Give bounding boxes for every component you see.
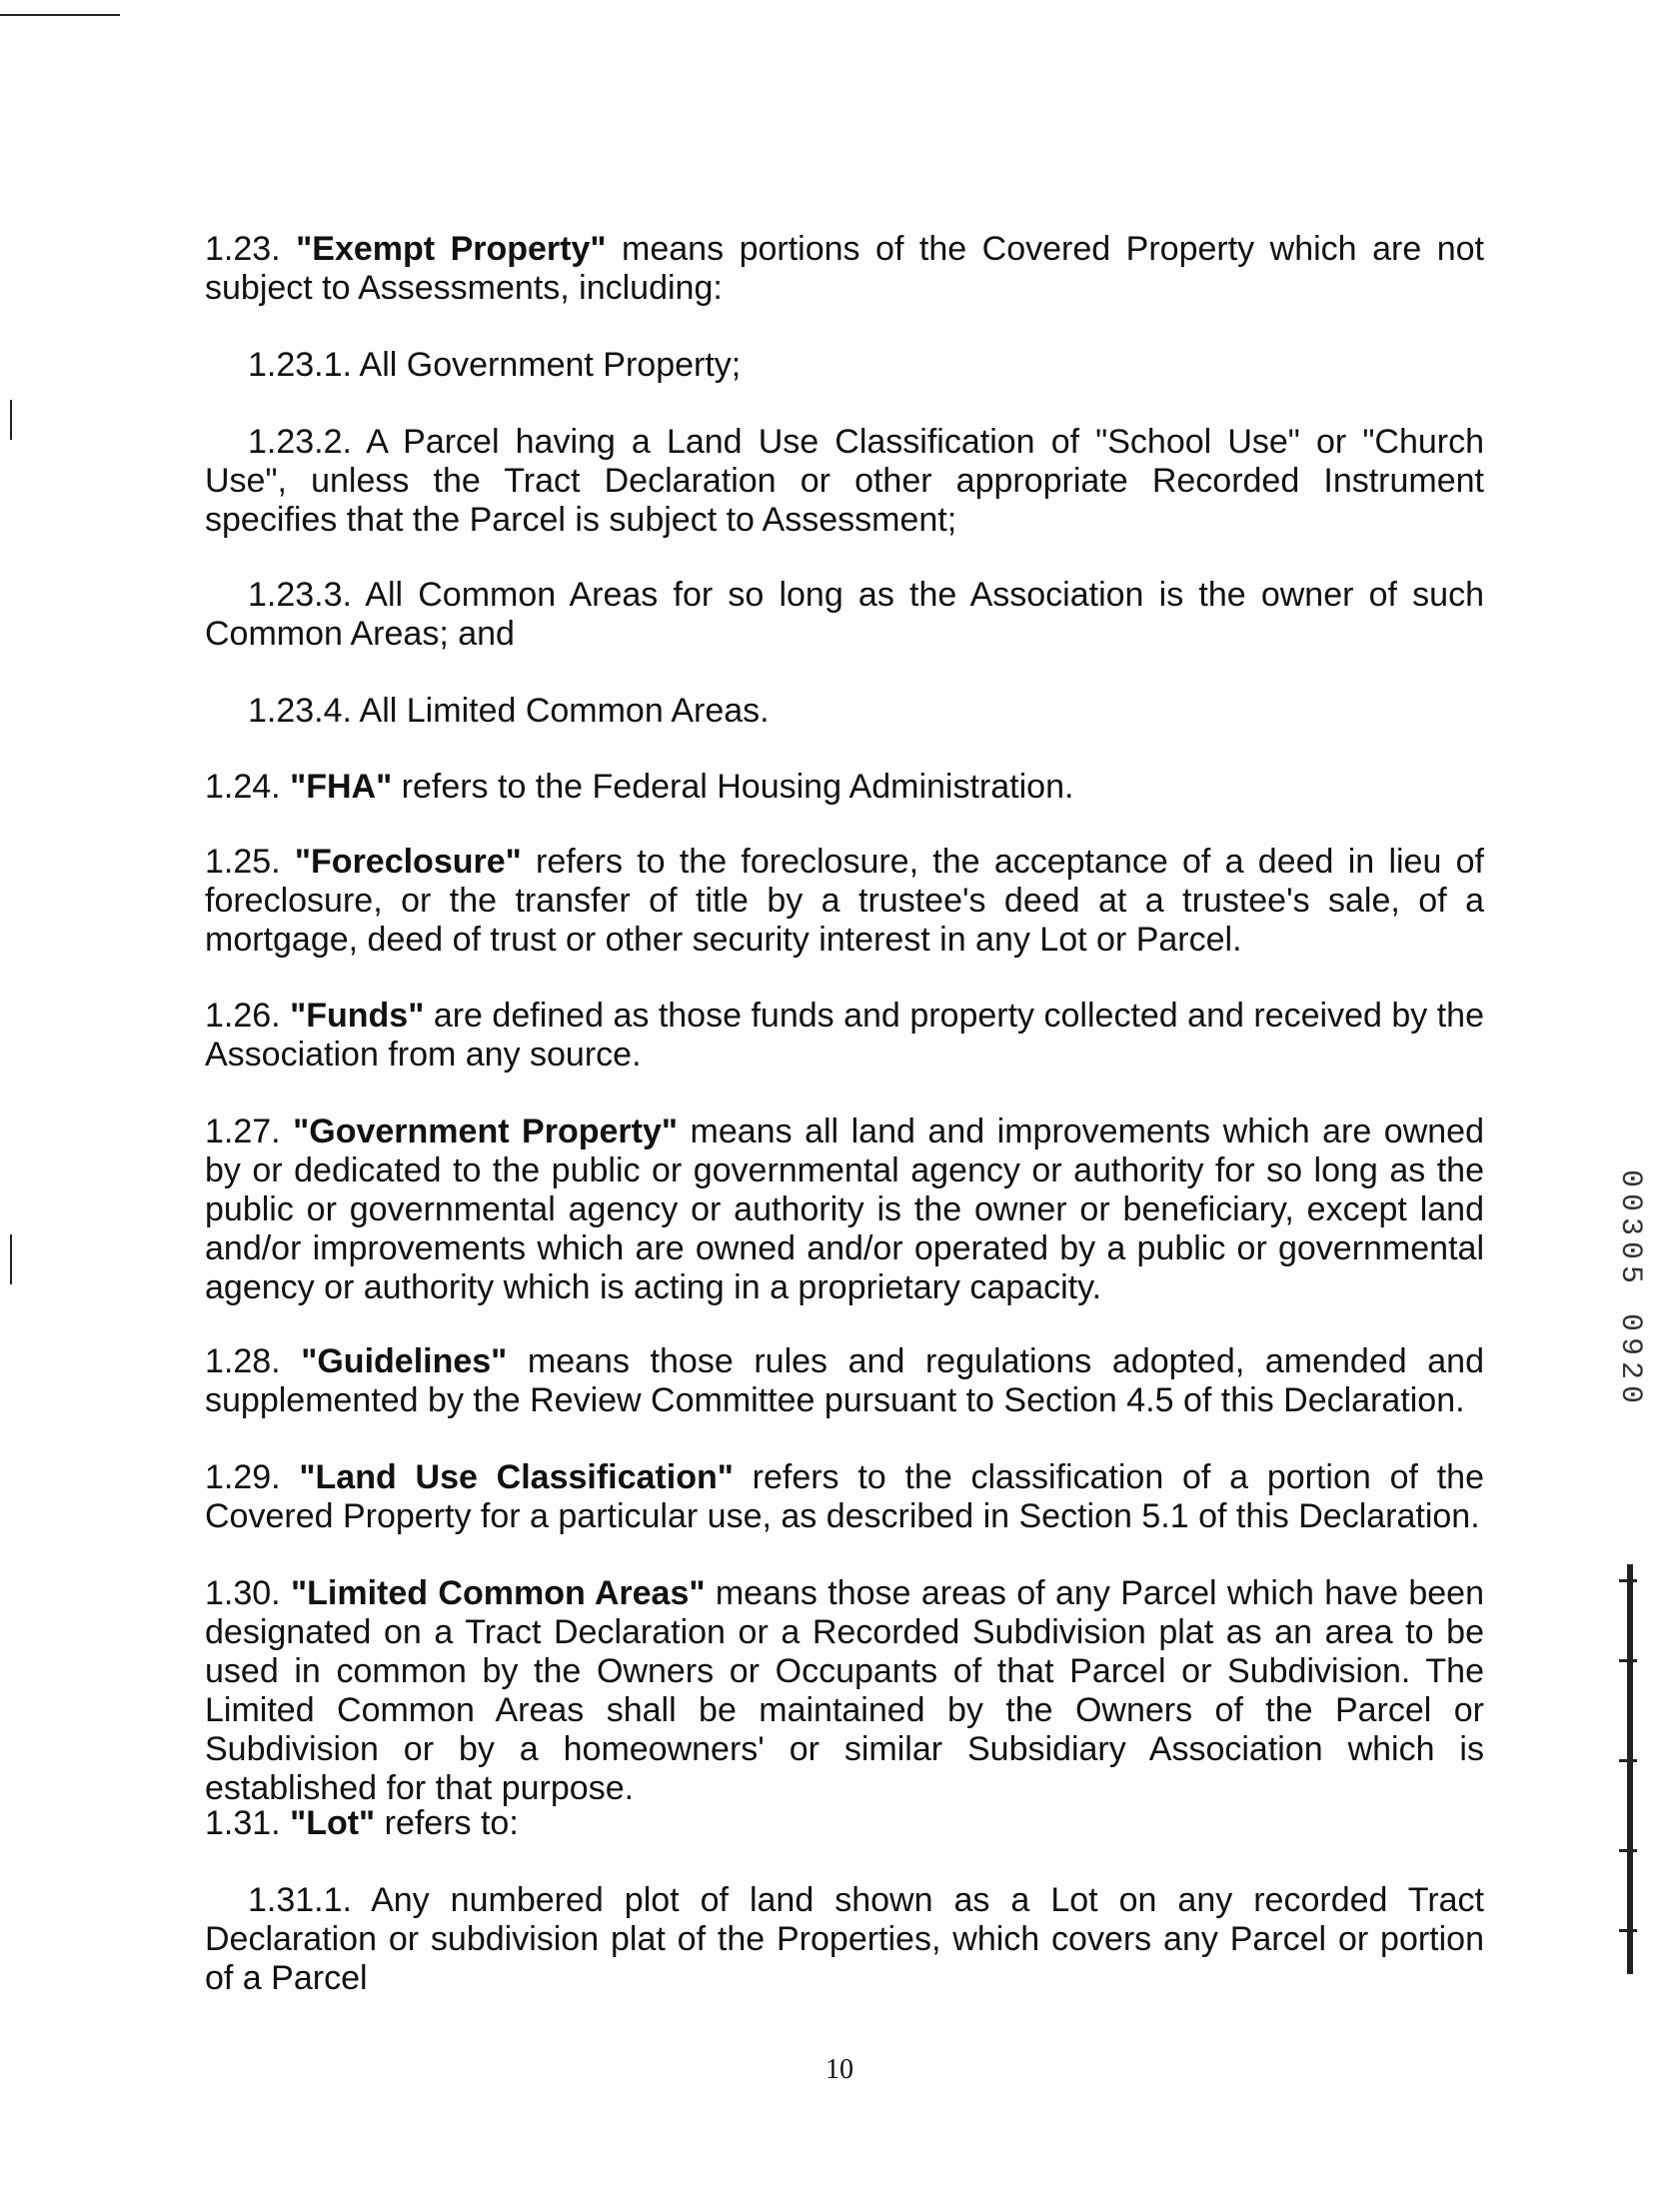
recording-stamp — [1613, 1169, 1647, 1499]
section-number: 1.23. — [205, 230, 281, 268]
barcode-tick — [1619, 1759, 1637, 1762]
defined-term: "Exempt Property" — [296, 230, 607, 268]
barcode-mark — [1627, 1564, 1633, 1974]
defined-term: "Funds" — [290, 997, 425, 1035]
definition-1-23 — [205, 230, 1484, 308]
definition-text: means all land and improvements which are owned by or dedicated to the public or governmental agency or authority for so long as the public or governmental agency or authority is the owner or beneficiary, except land and/or improvements which are owned and/or operated by a public or governmental agency or authority which is acting in a proprietary capacity. — [205, 1112, 1484, 1306]
definition-text: refers to the foreclosure, the acceptance of a deed in lieu of foreclosure, or the transfer of title by a trustee's deed at a trustee's sale, of a mortgage, deed of trust or other security interest in any Lot or Parcel. — [205, 843, 1484, 959]
section-number: 1.25. — [205, 843, 281, 881]
definition-1-25 — [205, 843, 1484, 960]
definition-text: means those rules and regulations adopted, amended and supplemented by the Review Committee pursuant to Section 4.5 of this Declaration. — [205, 1342, 1484, 1419]
definition-text: are defined as those funds and property collected and received by the Association from any source. — [205, 997, 1485, 1074]
subsection-1-31-1: 1.31.1. Any numbered plot of land shown as a Lot on any recorded Tract Declaration or subdivision plat of the Properties, which covers any Parcel or portion of a Parcel — [205, 1881, 1484, 1997]
definition-text: means portions of the Covered Property which are not subject to Assessments, including: — [205, 230, 1485, 307]
section-number: 1.29. — [205, 1458, 281, 1496]
definition-1-28 — [205, 1342, 1484, 1420]
definition-1-26 — [205, 997, 1484, 1075]
scan-artifact-margin-line — [10, 1234, 12, 1284]
defined-term: "Land Use Classification" — [299, 1458, 734, 1496]
defined-term: "Limited Common Areas" — [291, 1574, 706, 1612]
definition-text: means those areas of any Parcel which have been designated on a Tract Declaration or a Recorded Subdivision plat as an area to be used in common by the Owners or Occupants of that Parcel or Subdivision. The Limited Common Areas shall be maintained by the Owners of the Parcel or Subdivision or by a homeowners' or similar Subsidiary Association which is established for that purpose. — [205, 1574, 1484, 1807]
definition-1-27 — [205, 1112, 1484, 1307]
scan-artifact-margin-line — [10, 400, 12, 440]
section-number: 1.28. — [205, 1342, 281, 1380]
defined-term: "Foreclosure" — [294, 843, 522, 881]
definition-1-30 — [205, 1574, 1484, 1808]
recording-stamp-number: 00305 0920 — [1613, 1169, 1647, 1410]
section-number: 1.30. — [205, 1574, 281, 1612]
definition-1-24 — [205, 768, 1484, 807]
defined-term: "Lot" — [290, 1804, 376, 1842]
section-number: 1.26. — [205, 997, 281, 1035]
section-number: 1.27. — [205, 1112, 281, 1150]
barcode-tick — [1619, 1659, 1637, 1662]
defined-term: "Guidelines" — [301, 1342, 508, 1380]
barcode-tick — [1619, 1929, 1637, 1932]
definition-1-29 — [205, 1458, 1484, 1536]
section-number: 1.24. — [205, 768, 281, 806]
defined-term: "Government Property" — [293, 1112, 678, 1150]
definition-1-31 — [205, 1804, 1484, 1843]
section-number: 1.31. — [205, 1804, 281, 1842]
definition-text: refers to the classification of a portion of the Covered Property for a particular use, as described in Section 5.1 of this Declaration. — [205, 1458, 1484, 1535]
subsection-1-23-1: 1.23.1. All Government Property; — [248, 346, 742, 384]
defined-term: "FHA" — [290, 768, 393, 806]
subsection-1-23-4: 1.23.4. All Limited Common Areas. — [248, 692, 770, 730]
scan-artifact-line — [0, 14, 120, 16]
definition-text: refers to: — [375, 1804, 519, 1842]
barcode-tick — [1619, 1849, 1637, 1852]
definition-text: refers to the Federal Housing Administration. — [392, 768, 1074, 806]
subsection-1-23-2: 1.23.2. A Parcel having a Land Use Classification of "School Use" or "Church Use", unless the Tract Declaration or other appropriate Recorded Instrument specifies that the Parcel is subject to Assessment; — [205, 423, 1484, 539]
subsection-1-23-3: 1.23.3. All Common Areas for so long as the Association is the owner of such Common Areas; and — [205, 576, 1484, 653]
barcode-tick — [1619, 1579, 1637, 1582]
page-number: 10 — [826, 2054, 853, 2085]
